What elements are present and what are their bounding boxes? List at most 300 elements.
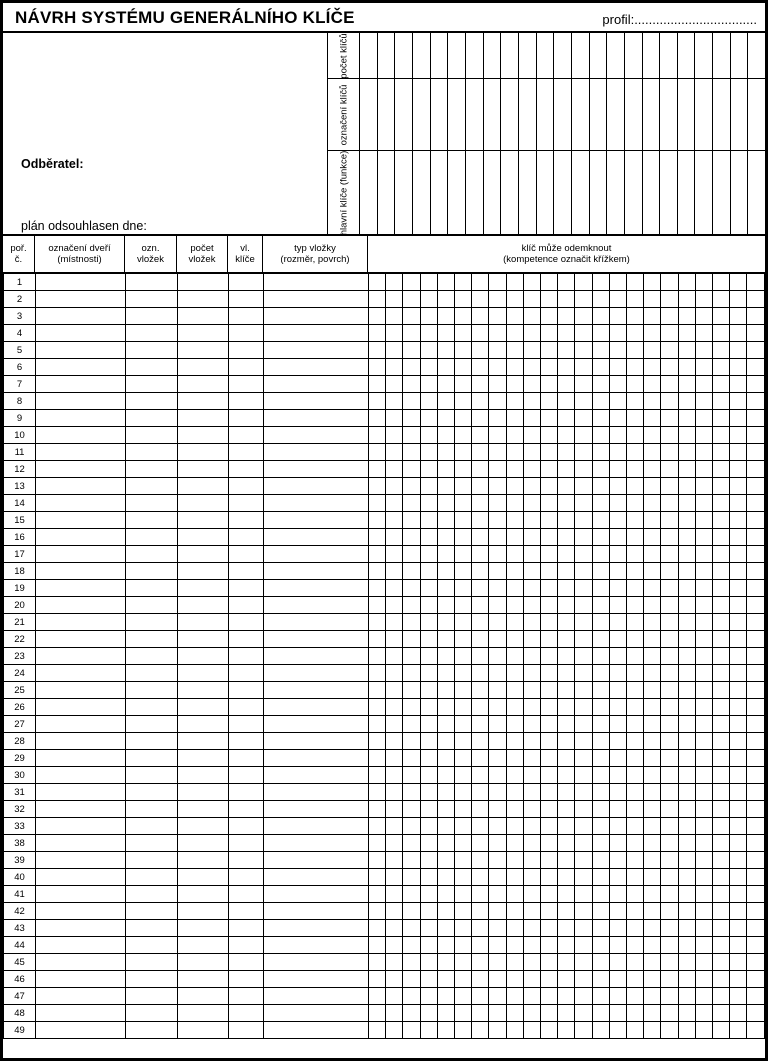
cell-door-designation[interactable] (36, 308, 126, 325)
cell-insert-type[interactable] (264, 648, 369, 665)
cell-competence-mark[interactable] (747, 801, 765, 818)
cell-competence-mark[interactable] (472, 988, 489, 1005)
cell-insert-designation[interactable] (126, 274, 178, 291)
cell-competence-mark[interactable] (575, 716, 592, 733)
cell-competence-mark[interactable] (661, 393, 678, 410)
cell-competence-mark[interactable] (489, 835, 506, 852)
cell-competence-mark[interactable] (747, 954, 765, 971)
cell-insert-designation[interactable] (126, 937, 178, 954)
cell-own-keys[interactable] (229, 546, 264, 563)
cell-competence-mark[interactable] (609, 852, 626, 869)
cell-competence-mark[interactable] (575, 529, 592, 546)
cell-competence-mark[interactable] (489, 597, 506, 614)
cell-own-keys[interactable] (229, 920, 264, 937)
cell-competence-mark[interactable] (523, 580, 540, 597)
cell-competence-mark[interactable] (489, 971, 506, 988)
cell-competence-mark[interactable] (455, 971, 472, 988)
cell-own-keys[interactable] (229, 444, 264, 461)
cell-competence-mark[interactable] (437, 818, 454, 835)
cell-competence-mark[interactable] (558, 444, 575, 461)
cell-competence-mark[interactable] (592, 1022, 609, 1039)
cell-own-keys[interactable] (229, 937, 264, 954)
cell-competence-mark[interactable] (747, 971, 765, 988)
cell-competence-mark[interactable] (730, 699, 747, 716)
cell-competence-mark[interactable] (437, 1005, 454, 1022)
cell-competence-mark[interactable] (541, 852, 558, 869)
cell-competence-mark[interactable] (472, 733, 489, 750)
key-count-cell[interactable] (695, 33, 713, 78)
cell-competence-mark[interactable] (627, 767, 644, 784)
cell-insert-count[interactable] (178, 699, 229, 716)
master-key-cell[interactable] (713, 151, 731, 235)
cell-competence-mark[interactable] (420, 767, 437, 784)
cell-competence-mark[interactable] (747, 580, 765, 597)
cell-competence-mark[interactable] (523, 529, 540, 546)
cell-competence-mark[interactable] (678, 1022, 695, 1039)
cell-competence-mark[interactable] (437, 376, 454, 393)
cell-competence-mark[interactable] (369, 614, 386, 631)
cell-competence-mark[interactable] (472, 852, 489, 869)
cell-competence-mark[interactable] (523, 818, 540, 835)
cell-competence-mark[interactable] (420, 563, 437, 580)
cell-competence-mark[interactable] (609, 903, 626, 920)
cell-insert-count[interactable] (178, 1005, 229, 1022)
cell-competence-mark[interactable] (713, 733, 730, 750)
cell-competence-mark[interactable] (489, 274, 506, 291)
cell-competence-mark[interactable] (627, 937, 644, 954)
cell-competence-mark[interactable] (558, 308, 575, 325)
cell-competence-mark[interactable] (747, 495, 765, 512)
cell-competence-mark[interactable] (437, 580, 454, 597)
cell-competence-mark[interactable] (386, 410, 403, 427)
cell-competence-mark[interactable] (541, 971, 558, 988)
cell-competence-mark[interactable] (678, 512, 695, 529)
cell-door-designation[interactable] (36, 563, 126, 580)
cell-own-keys[interactable] (229, 750, 264, 767)
cell-door-designation[interactable] (36, 546, 126, 563)
cell-competence-mark[interactable] (678, 444, 695, 461)
cell-own-keys[interactable] (229, 427, 264, 444)
cell-own-keys[interactable] (229, 529, 264, 546)
cell-competence-mark[interactable] (369, 750, 386, 767)
cell-competence-mark[interactable] (523, 308, 540, 325)
cell-competence-mark[interactable] (489, 478, 506, 495)
cell-competence-mark[interactable] (369, 801, 386, 818)
cell-competence-mark[interactable] (713, 427, 730, 444)
cell-competence-mark[interactable] (609, 495, 626, 512)
cell-insert-type[interactable] (264, 716, 369, 733)
cell-competence-mark[interactable] (644, 274, 661, 291)
master-key-cell[interactable] (537, 151, 555, 235)
cell-competence-mark[interactable] (627, 784, 644, 801)
cell-competence-mark[interactable] (403, 308, 420, 325)
cell-competence-mark[interactable] (678, 631, 695, 648)
cell-competence-mark[interactable] (472, 971, 489, 988)
cell-competence-mark[interactable] (730, 580, 747, 597)
cell-competence-mark[interactable] (437, 648, 454, 665)
cell-competence-mark[interactable] (609, 801, 626, 818)
cell-insert-designation[interactable] (126, 563, 178, 580)
cell-competence-mark[interactable] (575, 580, 592, 597)
cell-competence-mark[interactable] (695, 359, 712, 376)
cell-competence-mark[interactable] (489, 546, 506, 563)
cell-competence-mark[interactable] (558, 869, 575, 886)
cell-competence-mark[interactable] (558, 495, 575, 512)
cell-competence-mark[interactable] (506, 665, 523, 682)
cell-competence-mark[interactable] (403, 699, 420, 716)
cell-insert-designation[interactable] (126, 410, 178, 427)
cell-insert-type[interactable] (264, 988, 369, 1005)
cell-competence-mark[interactable] (472, 461, 489, 478)
cell-insert-type[interactable] (264, 750, 369, 767)
cell-competence-mark[interactable] (541, 546, 558, 563)
cell-competence-mark[interactable] (695, 342, 712, 359)
cell-competence-mark[interactable] (644, 750, 661, 767)
cell-competence-mark[interactable] (403, 1005, 420, 1022)
cell-insert-type[interactable] (264, 478, 369, 495)
cell-competence-mark[interactable] (661, 580, 678, 597)
cell-own-keys[interactable] (229, 835, 264, 852)
cell-competence-mark[interactable] (420, 750, 437, 767)
cell-competence-mark[interactable] (369, 631, 386, 648)
cell-competence-mark[interactable] (644, 971, 661, 988)
cell-competence-mark[interactable] (627, 835, 644, 852)
cell-competence-mark[interactable] (644, 784, 661, 801)
cell-own-keys[interactable] (229, 461, 264, 478)
cell-competence-mark[interactable] (627, 750, 644, 767)
cell-insert-count[interactable] (178, 835, 229, 852)
cell-competence-mark[interactable] (472, 1005, 489, 1022)
cell-competence-mark[interactable] (403, 818, 420, 835)
cell-competence-mark[interactable] (592, 393, 609, 410)
master-key-cell[interactable] (748, 151, 765, 235)
cell-competence-mark[interactable] (472, 478, 489, 495)
cell-competence-mark[interactable] (695, 444, 712, 461)
cell-competence-mark[interactable] (541, 767, 558, 784)
cell-competence-mark[interactable] (747, 461, 765, 478)
cell-competence-mark[interactable] (644, 665, 661, 682)
cell-competence-mark[interactable] (609, 937, 626, 954)
cell-competence-mark[interactable] (627, 801, 644, 818)
cell-competence-mark[interactable] (609, 529, 626, 546)
cell-competence-mark[interactable] (575, 937, 592, 954)
cell-competence-mark[interactable] (695, 614, 712, 631)
cell-competence-mark[interactable] (541, 903, 558, 920)
cell-competence-mark[interactable] (506, 682, 523, 699)
cell-competence-mark[interactable] (386, 342, 403, 359)
cell-competence-mark[interactable] (437, 410, 454, 427)
cell-competence-mark[interactable] (695, 818, 712, 835)
cell-competence-mark[interactable] (523, 597, 540, 614)
cell-competence-mark[interactable] (713, 954, 730, 971)
cell-competence-mark[interactable] (592, 495, 609, 512)
cell-competence-mark[interactable] (489, 886, 506, 903)
cell-competence-mark[interactable] (506, 563, 523, 580)
cell-competence-mark[interactable] (541, 869, 558, 886)
cell-competence-mark[interactable] (644, 1005, 661, 1022)
master-key-cell[interactable] (378, 151, 396, 235)
cell-competence-mark[interactable] (558, 461, 575, 478)
cell-competence-mark[interactable] (644, 988, 661, 1005)
cell-competence-mark[interactable] (472, 801, 489, 818)
cell-insert-count[interactable] (178, 444, 229, 461)
cell-competence-mark[interactable] (506, 869, 523, 886)
master-key-cell[interactable] (519, 151, 537, 235)
cell-competence-mark[interactable] (506, 954, 523, 971)
cell-competence-mark[interactable] (609, 291, 626, 308)
cell-own-keys[interactable] (229, 342, 264, 359)
cell-competence-mark[interactable] (713, 682, 730, 699)
cell-competence-mark[interactable] (472, 274, 489, 291)
key-marking-cell[interactable] (395, 79, 413, 150)
cell-competence-mark[interactable] (489, 767, 506, 784)
cell-door-designation[interactable] (36, 784, 126, 801)
cell-competence-mark[interactable] (369, 665, 386, 682)
cell-insert-type[interactable] (264, 869, 369, 886)
cell-door-designation[interactable] (36, 359, 126, 376)
cell-competence-mark[interactable] (523, 461, 540, 478)
cell-competence-mark[interactable] (592, 342, 609, 359)
cell-competence-mark[interactable] (609, 750, 626, 767)
cell-competence-mark[interactable] (695, 648, 712, 665)
cell-competence-mark[interactable] (627, 852, 644, 869)
cell-competence-mark[interactable] (489, 359, 506, 376)
cell-competence-mark[interactable] (541, 291, 558, 308)
cell-competence-mark[interactable] (420, 478, 437, 495)
cell-competence-mark[interactable] (592, 920, 609, 937)
cell-insert-count[interactable] (178, 920, 229, 937)
cell-competence-mark[interactable] (437, 512, 454, 529)
cell-competence-mark[interactable] (489, 1022, 506, 1039)
cell-competence-mark[interactable] (678, 869, 695, 886)
cell-competence-mark[interactable] (437, 920, 454, 937)
cell-competence-mark[interactable] (369, 546, 386, 563)
cell-competence-mark[interactable] (678, 308, 695, 325)
cell-competence-mark[interactable] (592, 308, 609, 325)
cell-competence-mark[interactable] (678, 784, 695, 801)
key-marking-cells[interactable] (360, 79, 765, 150)
cell-insert-type[interactable] (264, 784, 369, 801)
cell-competence-mark[interactable] (644, 512, 661, 529)
cell-insert-type[interactable] (264, 291, 369, 308)
cell-competence-mark[interactable] (644, 716, 661, 733)
cell-competence-mark[interactable] (541, 393, 558, 410)
cell-competence-mark[interactable] (713, 988, 730, 1005)
cell-competence-mark[interactable] (661, 359, 678, 376)
cell-insert-type[interactable] (264, 665, 369, 682)
cell-competence-mark[interactable] (592, 427, 609, 444)
cell-insert-count[interactable] (178, 903, 229, 920)
cell-competence-mark[interactable] (730, 427, 747, 444)
cell-competence-mark[interactable] (369, 682, 386, 699)
cell-competence-mark[interactable] (541, 733, 558, 750)
cell-insert-designation[interactable] (126, 1005, 178, 1022)
cell-competence-mark[interactable] (592, 291, 609, 308)
cell-competence-mark[interactable] (661, 682, 678, 699)
cell-competence-mark[interactable] (369, 478, 386, 495)
cell-competence-mark[interactable] (747, 563, 765, 580)
cell-competence-mark[interactable] (420, 648, 437, 665)
cell-door-designation[interactable] (36, 580, 126, 597)
cell-competence-mark[interactable] (386, 988, 403, 1005)
cell-competence-mark[interactable] (575, 988, 592, 1005)
cell-competence-mark[interactable] (627, 886, 644, 903)
cell-competence-mark[interactable] (747, 733, 765, 750)
cell-competence-mark[interactable] (730, 937, 747, 954)
cell-competence-mark[interactable] (455, 682, 472, 699)
cell-competence-mark[interactable] (506, 852, 523, 869)
cell-competence-mark[interactable] (489, 512, 506, 529)
cell-competence-mark[interactable] (455, 920, 472, 937)
cell-competence-mark[interactable] (678, 971, 695, 988)
cell-own-keys[interactable] (229, 631, 264, 648)
cell-competence-mark[interactable] (747, 410, 765, 427)
cell-competence-mark[interactable] (403, 580, 420, 597)
cell-competence-mark[interactable] (592, 580, 609, 597)
cell-competence-mark[interactable] (386, 971, 403, 988)
cell-insert-type[interactable] (264, 410, 369, 427)
cell-competence-mark[interactable] (541, 359, 558, 376)
cell-competence-mark[interactable] (575, 512, 592, 529)
cell-competence-mark[interactable] (541, 563, 558, 580)
cell-competence-mark[interactable] (403, 988, 420, 1005)
cell-insert-type[interactable] (264, 1005, 369, 1022)
cell-competence-mark[interactable] (644, 733, 661, 750)
cell-competence-mark[interactable] (558, 325, 575, 342)
cell-competence-mark[interactable] (386, 512, 403, 529)
cell-competence-mark[interactable] (541, 988, 558, 1005)
cell-competence-mark[interactable] (541, 376, 558, 393)
cell-competence-mark[interactable] (472, 920, 489, 937)
cell-competence-mark[interactable] (523, 1005, 540, 1022)
cell-door-designation[interactable] (36, 325, 126, 342)
cell-competence-mark[interactable] (523, 546, 540, 563)
cell-competence-mark[interactable] (489, 580, 506, 597)
cell-insert-type[interactable] (264, 971, 369, 988)
cell-competence-mark[interactable] (420, 1005, 437, 1022)
cell-competence-mark[interactable] (627, 631, 644, 648)
cell-competence-mark[interactable] (575, 733, 592, 750)
cell-competence-mark[interactable] (523, 291, 540, 308)
master-key-cell[interactable] (413, 151, 431, 235)
cell-competence-mark[interactable] (523, 495, 540, 512)
cell-competence-mark[interactable] (713, 631, 730, 648)
cell-competence-mark[interactable] (523, 376, 540, 393)
cell-competence-mark[interactable] (420, 784, 437, 801)
cell-competence-mark[interactable] (609, 444, 626, 461)
cell-competence-mark[interactable] (489, 631, 506, 648)
cell-competence-mark[interactable] (661, 427, 678, 444)
cell-competence-mark[interactable] (386, 614, 403, 631)
cell-competence-mark[interactable] (592, 852, 609, 869)
key-count-cell[interactable] (713, 33, 731, 78)
cell-competence-mark[interactable] (575, 342, 592, 359)
cell-competence-mark[interactable] (695, 563, 712, 580)
cell-insert-count[interactable] (178, 274, 229, 291)
cell-competence-mark[interactable] (713, 1005, 730, 1022)
key-marking-cell[interactable] (607, 79, 625, 150)
cell-competence-mark[interactable] (661, 818, 678, 835)
cell-competence-mark[interactable] (386, 325, 403, 342)
cell-competence-mark[interactable] (386, 444, 403, 461)
cell-competence-mark[interactable] (609, 716, 626, 733)
cell-competence-mark[interactable] (695, 478, 712, 495)
cell-competence-mark[interactable] (420, 665, 437, 682)
cell-insert-type[interactable] (264, 1022, 369, 1039)
cell-competence-mark[interactable] (455, 308, 472, 325)
cell-competence-mark[interactable] (627, 478, 644, 495)
cell-competence-mark[interactable] (627, 818, 644, 835)
cell-insert-type[interactable] (264, 801, 369, 818)
cell-competence-mark[interactable] (661, 648, 678, 665)
cell-competence-mark[interactable] (661, 869, 678, 886)
cell-competence-mark[interactable] (420, 699, 437, 716)
key-marking-cell[interactable] (360, 79, 378, 150)
cell-competence-mark[interactable] (472, 563, 489, 580)
cell-competence-mark[interactable] (523, 393, 540, 410)
key-count-cell[interactable] (484, 33, 502, 78)
cell-competence-mark[interactable] (713, 274, 730, 291)
cell-competence-mark[interactable] (678, 954, 695, 971)
cell-competence-mark[interactable] (369, 274, 386, 291)
cell-competence-mark[interactable] (730, 869, 747, 886)
cell-competence-mark[interactable] (386, 563, 403, 580)
cell-competence-mark[interactable] (523, 903, 540, 920)
cell-competence-mark[interactable] (747, 376, 765, 393)
cell-insert-designation[interactable] (126, 461, 178, 478)
cell-competence-mark[interactable] (747, 988, 765, 1005)
cell-competence-mark[interactable] (644, 699, 661, 716)
cell-competence-mark[interactable] (644, 631, 661, 648)
cell-competence-mark[interactable] (627, 988, 644, 1005)
cell-competence-mark[interactable] (678, 716, 695, 733)
cell-competence-mark[interactable] (730, 716, 747, 733)
cell-competence-mark[interactable] (386, 716, 403, 733)
cell-competence-mark[interactable] (523, 631, 540, 648)
cell-competence-mark[interactable] (730, 546, 747, 563)
cell-competence-mark[interactable] (489, 495, 506, 512)
cell-insert-count[interactable] (178, 359, 229, 376)
cell-competence-mark[interactable] (661, 461, 678, 478)
cell-competence-mark[interactable] (437, 971, 454, 988)
cell-competence-mark[interactable] (403, 801, 420, 818)
cell-competence-mark[interactable] (661, 733, 678, 750)
cell-competence-mark[interactable] (437, 835, 454, 852)
cell-competence-mark[interactable] (369, 903, 386, 920)
cell-competence-mark[interactable] (644, 937, 661, 954)
cell-own-keys[interactable] (229, 308, 264, 325)
key-count-cell[interactable] (660, 33, 678, 78)
cell-competence-mark[interactable] (523, 665, 540, 682)
cell-competence-mark[interactable] (730, 614, 747, 631)
cell-insert-designation[interactable] (126, 835, 178, 852)
cell-competence-mark[interactable] (523, 767, 540, 784)
cell-competence-mark[interactable] (730, 903, 747, 920)
cell-competence-mark[interactable] (644, 818, 661, 835)
cell-competence-mark[interactable] (575, 852, 592, 869)
cell-competence-mark[interactable] (541, 410, 558, 427)
cell-competence-mark[interactable] (644, 308, 661, 325)
cell-competence-mark[interactable] (420, 427, 437, 444)
cell-competence-mark[interactable] (609, 1005, 626, 1022)
cell-competence-mark[interactable] (403, 274, 420, 291)
cell-competence-mark[interactable] (403, 869, 420, 886)
cell-door-designation[interactable] (36, 665, 126, 682)
cell-competence-mark[interactable] (506, 614, 523, 631)
cell-door-designation[interactable] (36, 852, 126, 869)
cell-competence-mark[interactable] (678, 988, 695, 1005)
cell-insert-count[interactable] (178, 767, 229, 784)
